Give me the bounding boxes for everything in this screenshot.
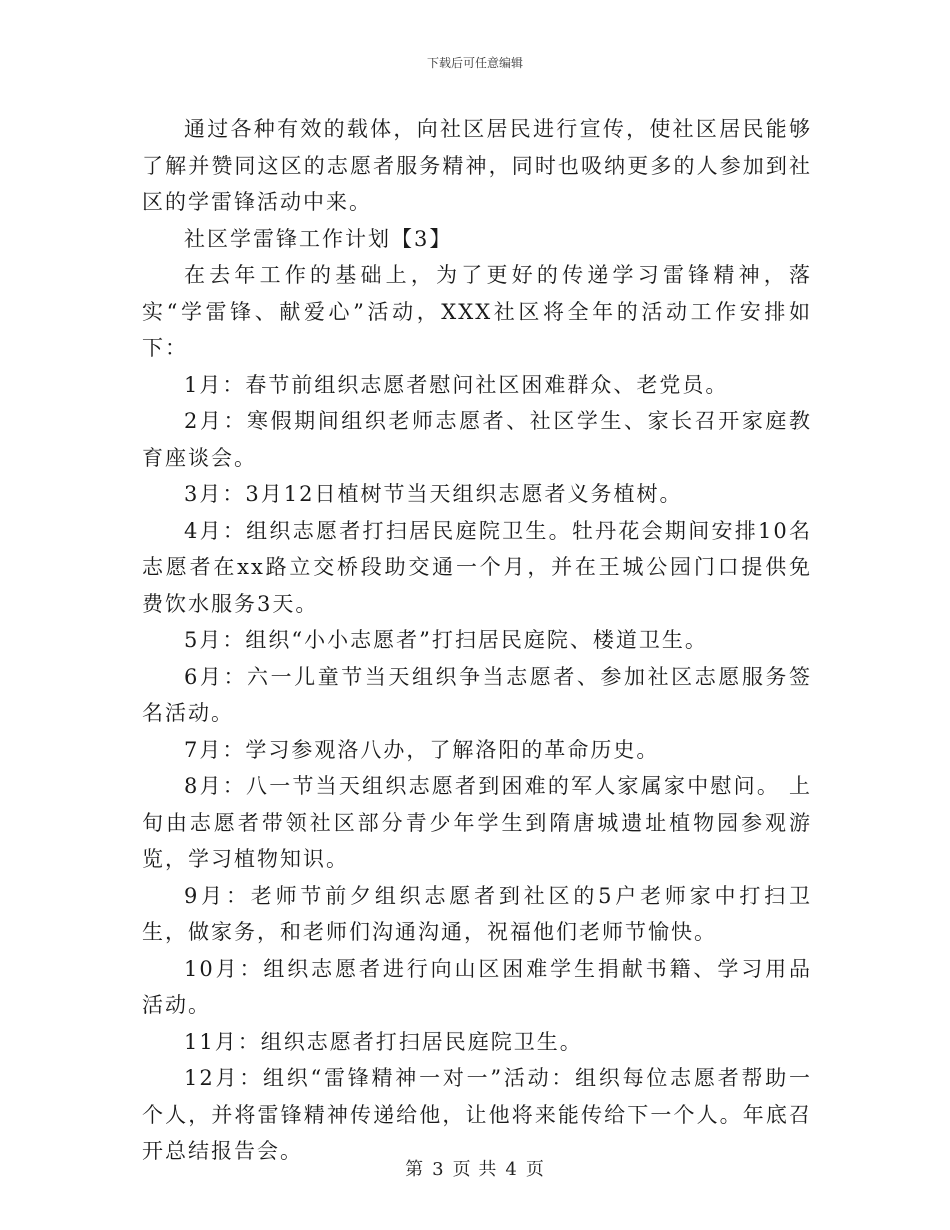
plan-item-july: 7月：学习参观洛八办，了解洛阳的革命历史。 bbox=[184, 737, 660, 762]
plan-item-january: 1月：春节前组织志愿者慰问社区困难群众、老党员。 bbox=[184, 372, 729, 397]
plan-item-september: 9月：老师节前夕组织志愿者到社区的5户老师家中打扫卫生，做家务，和老师们沟通沟通，祝福他们老师节愉快。 bbox=[142, 883, 812, 944]
section-title: 社区学雷锋工作计划【3】 bbox=[184, 226, 453, 251]
footer-total-pages: 4 bbox=[505, 1159, 518, 1180]
footer-middle: 页 共 bbox=[452, 1159, 498, 1180]
plan-item-november: 11月：组织志愿者打扫居民庭院卫生。 bbox=[184, 1029, 583, 1054]
document-body bbox=[142, 111, 812, 1170]
paragraph-intro: 在去年工作的基础上，为了更好的传递学习雷锋精神，落实“学雷锋、献爱心”活动，XXX社区将全年的活动工作安排如下： bbox=[142, 263, 812, 360]
plan-item-april: 4月：组织志愿者打扫居民庭院卫生。牡丹花会期间安排10名志愿者在xx路立交桥段助交通一个月，并在王城公园门口提供免费饮水服务3天。 bbox=[142, 518, 812, 616]
plan-item-march: 3月：3月12日植树节当天组织志愿者义务植树。 bbox=[184, 482, 683, 506]
plan-item-february: 2月：寒假期间组织老师志愿者、社区学生、家长召开家庭教育座谈会。 bbox=[142, 409, 812, 470]
plan-item-may: 5月：组织“小小志愿者”打扫居民庭院、楼道卫生。 bbox=[184, 628, 708, 652]
page-footer bbox=[0, 1155, 950, 1181]
plan-item-october: 10月：组织志愿者进行向山区困难学生捐献书籍、学习用品活动。 bbox=[142, 956, 812, 1017]
footer-suffix: 页 bbox=[525, 1159, 545, 1180]
footer-current-page: 3 bbox=[432, 1159, 445, 1180]
page-header: 下载后可任意编辑 bbox=[426, 56, 523, 70]
paragraph-continuation: 通过各种有效的载体，向社区居民进行宣传，使社区居民能够了解并赞同这区的志愿者服务精神，同时也吸纳更多的人参加到社区的学雷锋活动中来。 bbox=[142, 117, 812, 214]
plan-item-june: 6月：六一儿童节当天组织争当志愿者、参加社区志愿服务签名活动。 bbox=[142, 664, 812, 725]
plan-item-december: 12月：组织“雷锋精神一对一”活动：组织每位志愿者帮助一个人，并将雷锋精神传递给他，让他将来能传给下一个人。年底召开总结报告会。 bbox=[142, 1066, 812, 1163]
footer-prefix: 第 bbox=[405, 1159, 425, 1180]
plan-item-august: 8月：八一节当天组织志愿者到困难的军人家属家中慰问。 上旬由志愿者带领社区部分青少年学生到隋唐城遗址植物园参观游览，学习植物知识。 bbox=[142, 774, 812, 871]
